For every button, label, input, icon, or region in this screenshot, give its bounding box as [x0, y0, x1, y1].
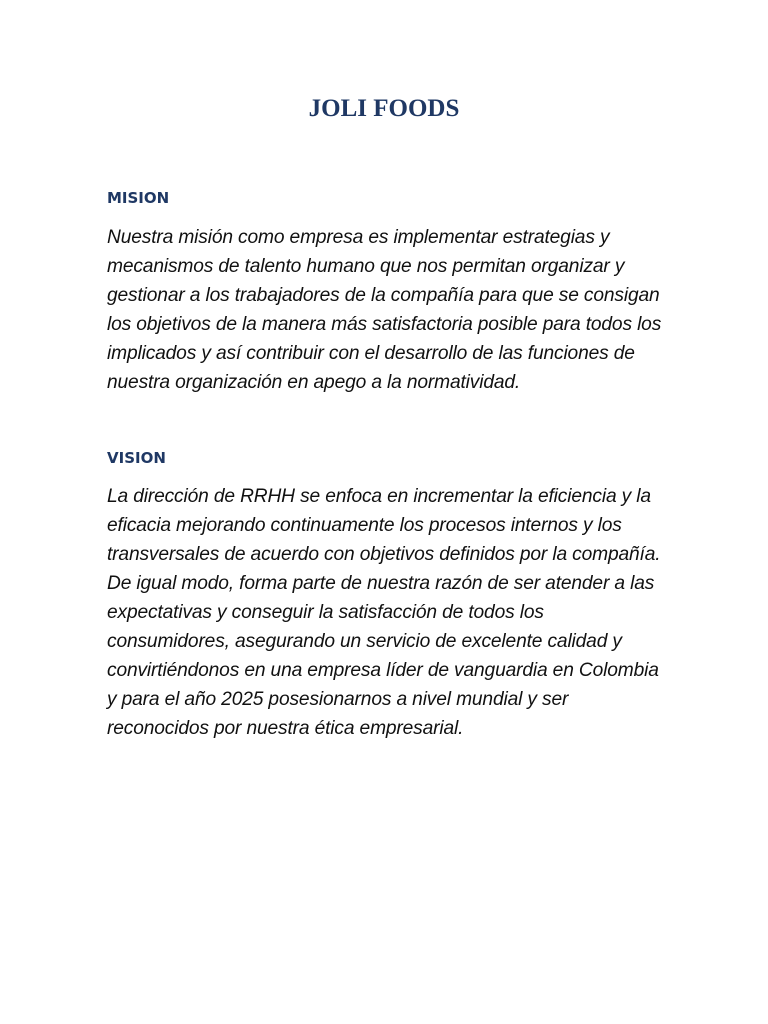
- vision-paragraph: La dirección de RRHH se enfoca en incrementar la eficiencia y la eficacia mejorando continuamente los procesos internos y los transversales de acuerdo con objetivos definidos por la compañía. De igual modo, forma parte de nuestra razón de ser atender a las expectativas y conseguir la satisfacción de todos los consumidores, asegurando un servicio de excelente calidad y convirtiéndonos en una empresa líder de vanguardia en Colombia y para el año 2025 posesionarnos a nivel mundial y ser reconocidos por nuestra ética empresarial.: [107, 486, 661, 739]
- document-title: JOLI FOODS: [308, 95, 460, 122]
- mision-heading: MISION: [107, 189, 170, 207]
- mision-paragraph: Nuestra misión como empresa es implementar estrategias y mecanismos de talento humano que nos permitan organizar y gestionar a los trabajadores de la compañía para que se consigan los objetivos de la manera más satisfactoria posible para todos los implicados y así contribuir con el desarrollo de las funciones de nuestra organización en apego a la normatividad.: [107, 227, 662, 393]
- vision-heading: VISION: [107, 449, 166, 467]
